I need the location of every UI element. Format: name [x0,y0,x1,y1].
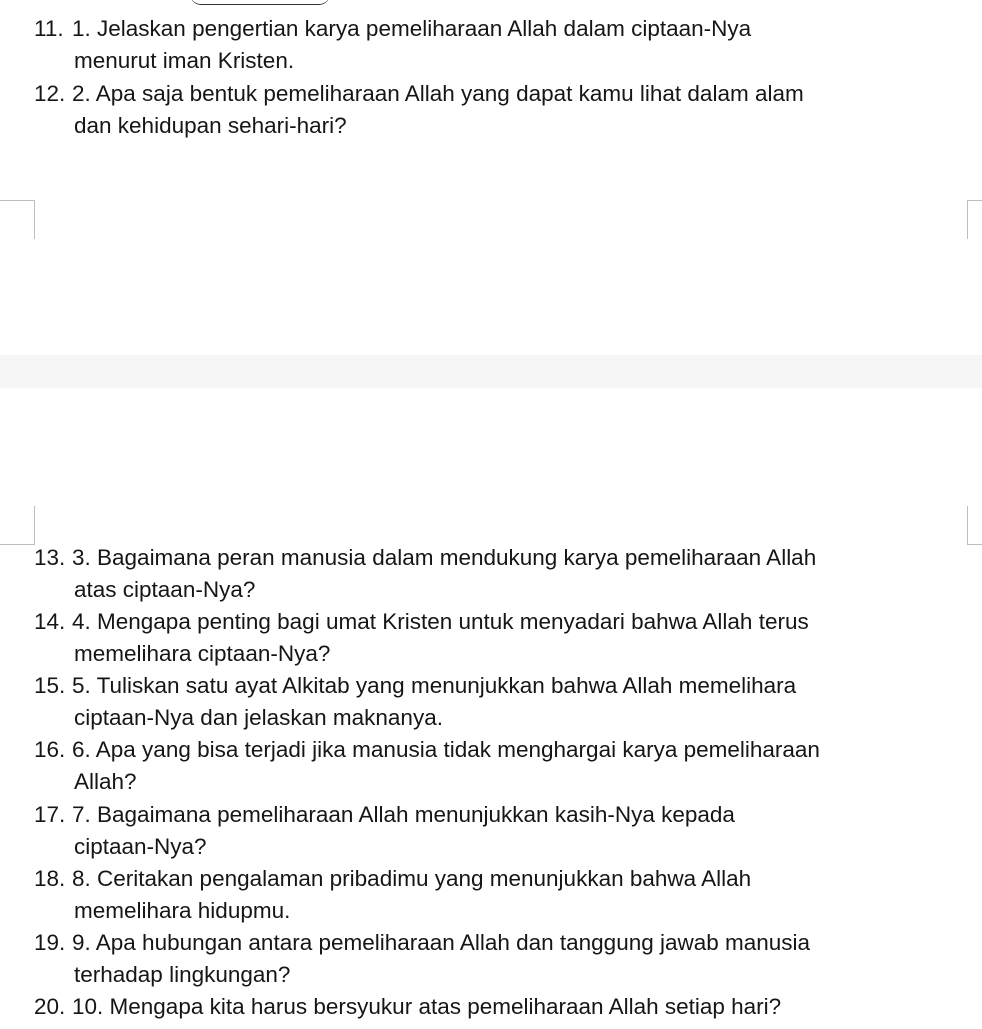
crop-corner-top-left [0,200,35,239]
question-18 [34,863,958,927]
question-14 [34,606,958,670]
question-number: 16. [34,737,66,762]
question-text-line1: 8. Ceritakan pengalaman pribadimu yang menunjukkan bahwa Allah [72,866,752,891]
question-text-line1: 9. Apa hubungan antara pemeliharaan Allah dan tanggung jawab manusia [72,930,811,955]
question-text-line1: 7. Bagaimana pemeliharaan Allah menunjukkan kasih-Nya kepada [72,802,735,827]
question-number: 15. [34,673,66,698]
question-20 [34,991,958,1023]
page-gap-band [0,355,982,388]
question-text-line2: Allah? [74,769,137,794]
question-text-line2: dan kehidupan sehari-hari? [74,113,347,138]
crop-corner-bottom-right [967,506,982,545]
question-text-line2: ciptaan-Nya dan jelaskan maknanya. [74,705,443,730]
question-17 [34,799,958,863]
question-text-line2: terhadap lingkungan? [74,962,291,987]
question-number: 14. [34,609,66,634]
question-text-line1: 1. Jelaskan pengertian karya pemeliharaan Allah dalam ciptaan-Nya [72,16,752,41]
question-number: 18. [34,866,66,891]
question-text-line1: 2. Apa saja bentuk pemeliharaan Allah yang dapat kamu lihat dalam alam [72,81,804,106]
top-edge-mark [190,0,330,5]
question-text-line1: 3. Bagaimana peran manusia dalam mendukung karya pemeliharaan Allah [72,545,817,570]
question-19 [34,927,958,991]
question-15 [34,670,958,734]
question-number: 17. [34,802,66,827]
question-text-line1: 5. Tuliskan satu ayat Alkitab yang menunjukkan bahwa Allah memelihara [72,673,797,698]
question-text-line2: ciptaan-Nya? [74,834,207,859]
crop-corner-top-right [967,200,982,239]
question-text-line2: memelihara hidupmu. [74,898,291,923]
question-16 [34,734,958,798]
question-number: 19. [34,930,66,955]
question-text-line1: 10. Mengapa kita harus bersyukur atas pemeliharaan Allah setiap hari? [72,994,782,1019]
question-text-line1: 4. Mengapa penting bagi umat Kristen untuk menyadari bahwa Allah terus [72,609,809,634]
question-number: 11. [34,16,64,41]
question-text-line2: memelihara ciptaan-Nya? [74,641,331,666]
question-number: 12. [34,81,66,106]
question-13 [34,542,958,606]
question-number: 20. [34,994,66,1019]
crop-corner-bottom-left [0,506,35,545]
question-11 [34,13,958,77]
question-text-line2: menurut iman Kristen. [74,48,295,73]
question-12 [34,78,958,142]
question-number: 13. [34,545,66,570]
question-text-line1: 6. Apa yang bisa terjadi jika manusia tidak menghargai karya pemeliharaan [72,737,820,762]
question-text-line2: atas ciptaan-Nya? [74,577,256,602]
